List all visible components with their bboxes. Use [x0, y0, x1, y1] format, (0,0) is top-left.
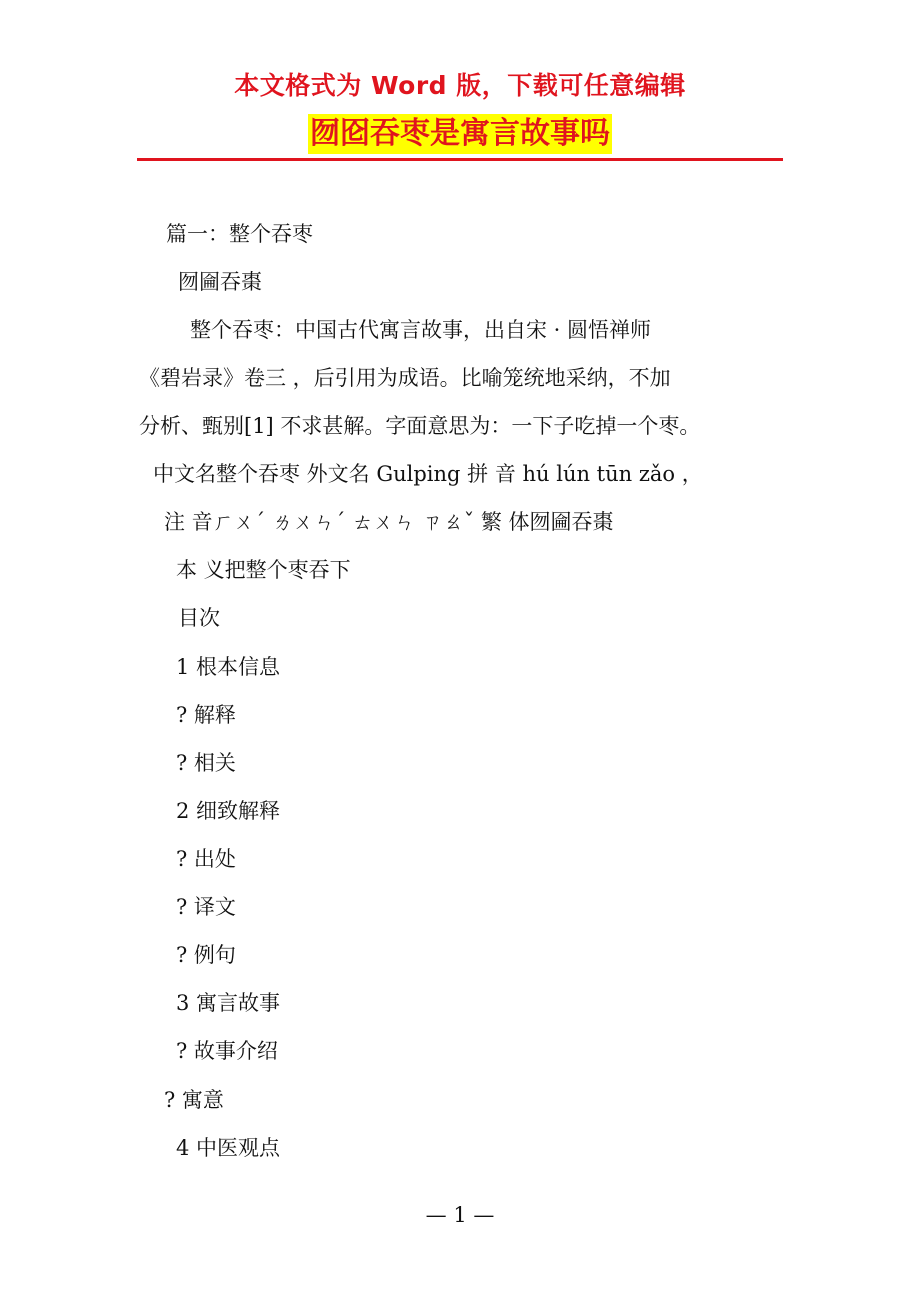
paragraph-line: 《碧岩录》卷三 ，后引用为成语。比喻笼统地采纳，不加: [139, 366, 671, 390]
toc-subitem: ? 解释: [176, 703, 236, 727]
toc-item: 4 中医观点: [176, 1136, 281, 1160]
toc-subitem: ? 寓意: [164, 1088, 224, 1112]
toc-subitem: ? 例句: [176, 943, 236, 967]
paragraph-line: 整个吞枣：中国古代寓言故事，出自宋 · 圆悟禅师: [190, 318, 652, 342]
toc-item: 2 细致解释: [176, 799, 281, 823]
toc-item: 3 寓言故事: [176, 991, 281, 1015]
page-number: — 1 —: [425, 1203, 495, 1227]
info-line: 注 音ㄏㄨˊ ㄌㄨㄣˊ ㄊㄨㄣ ㄗㄠˇ 繁 体囫圇吞棗: [164, 510, 614, 534]
title-container: [0, 114, 920, 154]
document-title: 囫囵吞枣是寓言故事吗: [308, 114, 612, 154]
download-notice-banner: 本文格式为 Word 版，下载可任意编辑: [234, 71, 686, 100]
toc-subitem: ? 出处: [176, 847, 236, 871]
paragraph-line: 分析、甄别[1] 不求甚解。字面意思为：一下子吃掉一个枣。: [139, 414, 701, 438]
toc-item: 1 根本信息: [176, 655, 281, 679]
traditional-title: 囫圇吞棗: [178, 270, 262, 294]
toc-subitem: ? 译文: [176, 895, 236, 919]
info-line: 中文名整个吞枣 外文名 Gulping 拼 音 hú lún tūn zǎo ，: [153, 462, 703, 486]
title-divider: [137, 158, 783, 161]
toc-subitem: ? 相关: [176, 751, 236, 775]
toc-heading: 目次: [178, 606, 220, 630]
info-line: 本 义把整个枣吞下: [176, 558, 351, 582]
section-heading: 篇一：整个吞枣: [166, 222, 313, 246]
toc-subitem: ? 故事介绍: [176, 1039, 278, 1063]
